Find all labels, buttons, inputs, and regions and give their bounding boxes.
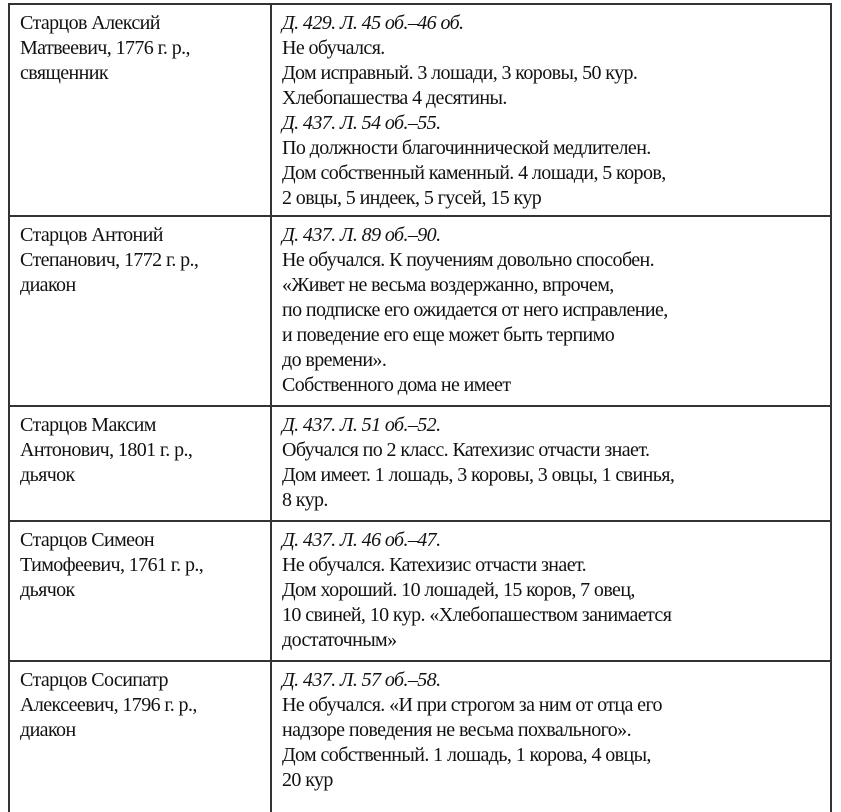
notes-cell xyxy=(272,217,830,405)
person-line: Тимофеевич, 1761 г. р., xyxy=(20,554,204,576)
person-cell xyxy=(10,217,272,405)
person-line: Матвеевич, 1776 г. р., xyxy=(20,37,190,59)
note-line: Не обучался. Катехизис отчасти знает. xyxy=(282,554,587,576)
note-line: 10 свиней, 10 кур. «Хлебопашеством занимается xyxy=(282,604,672,626)
person-line: диакон xyxy=(20,719,76,741)
person-line: Старцов Антоний xyxy=(20,224,163,246)
person-line: дьячок xyxy=(20,579,75,601)
note-line: Не обучался. xyxy=(282,37,385,59)
person-line: Алексеевич, 1796 г. р., xyxy=(20,694,197,716)
note-line: по подписке его ожидается от него исправление, xyxy=(282,299,668,321)
note-line: По должности благочиннической медлителен. xyxy=(282,137,651,159)
person-line: Старцов Сосипатр xyxy=(20,669,168,691)
table-row xyxy=(10,217,830,407)
note-line: Хлебопашества 4 десятины. xyxy=(282,87,507,109)
note-line: Дом собственный. 1 лошадь, 1 корова, 4 овцы, xyxy=(282,744,651,766)
note-line: Собственного дома не имеет xyxy=(282,374,511,396)
notes-cell xyxy=(272,5,830,215)
note-line: достаточным» xyxy=(282,629,397,651)
note-line: надзоре поведения не весьма похвального». xyxy=(282,719,631,741)
note-line: 20 кур xyxy=(282,769,333,791)
note-line: Не обучался. К поучениям довольно способен. xyxy=(282,249,655,271)
table-row xyxy=(10,522,830,662)
person-cell xyxy=(10,5,272,215)
archive-reference: Д. 437. Л. 89 об.–90. xyxy=(282,224,441,246)
notes-cell xyxy=(272,522,830,660)
person-line: Старцов Симеон xyxy=(20,529,154,551)
person-line: Старцов Алексий xyxy=(20,12,160,34)
person-line: диакон xyxy=(20,274,76,296)
archive-reference: Д. 437. Л. 54 об.–55. xyxy=(282,112,441,134)
person-cell xyxy=(10,407,272,520)
person-line: священник xyxy=(20,62,108,84)
note-line: Дом хороший. 10 лошадей, 15 коров, 7 овец, xyxy=(282,579,635,601)
note-line: Обучался по 2 класс. Катехизис отчасти знает. xyxy=(282,439,650,461)
table-row xyxy=(10,5,830,217)
note-line: Не обучался. «И при строгом за ним от отца его xyxy=(282,694,662,716)
note-line: 8 кур. xyxy=(282,489,328,511)
note-line: Дом исправный. 3 лошади, 3 коровы, 50 кур. xyxy=(282,62,638,84)
note-line: Дом собственный каменный. 4 лошади, 5 коров, xyxy=(282,162,666,184)
archive-reference: Д. 437. Л. 46 об.–47. xyxy=(282,529,441,551)
table-row xyxy=(10,662,830,812)
notes-cell xyxy=(272,407,830,520)
person-line: Старцов Максим xyxy=(20,414,156,436)
note-line: до времени». xyxy=(282,349,387,371)
person-line: Степанович, 1772 г. р., xyxy=(20,249,199,271)
note-line: 2 овцы, 5 индеек, 5 гусей, 15 кур xyxy=(282,187,542,209)
notes-cell xyxy=(272,662,830,812)
note-line: и поведение его еще может быть терпимо xyxy=(282,324,615,346)
note-line: Дом имеет. 1 лошадь, 3 коровы, 3 овцы, 1 свинья, xyxy=(282,464,675,486)
clergy-table xyxy=(8,3,832,812)
table-row xyxy=(10,407,830,522)
person-line: Антонович, 1801 г. р., xyxy=(20,439,193,461)
archive-reference: Д. 437. Л. 57 об.–58. xyxy=(282,669,441,691)
person-line: дьячок xyxy=(20,464,75,486)
archive-reference: Д. 429. Л. 45 об.–46 об. xyxy=(282,12,464,34)
person-cell xyxy=(10,522,272,660)
note-line: «Живет не весьма воздержанно, впрочем, xyxy=(282,274,614,296)
person-cell xyxy=(10,662,272,812)
archive-reference: Д. 437. Л. 51 об.–52. xyxy=(282,414,441,436)
